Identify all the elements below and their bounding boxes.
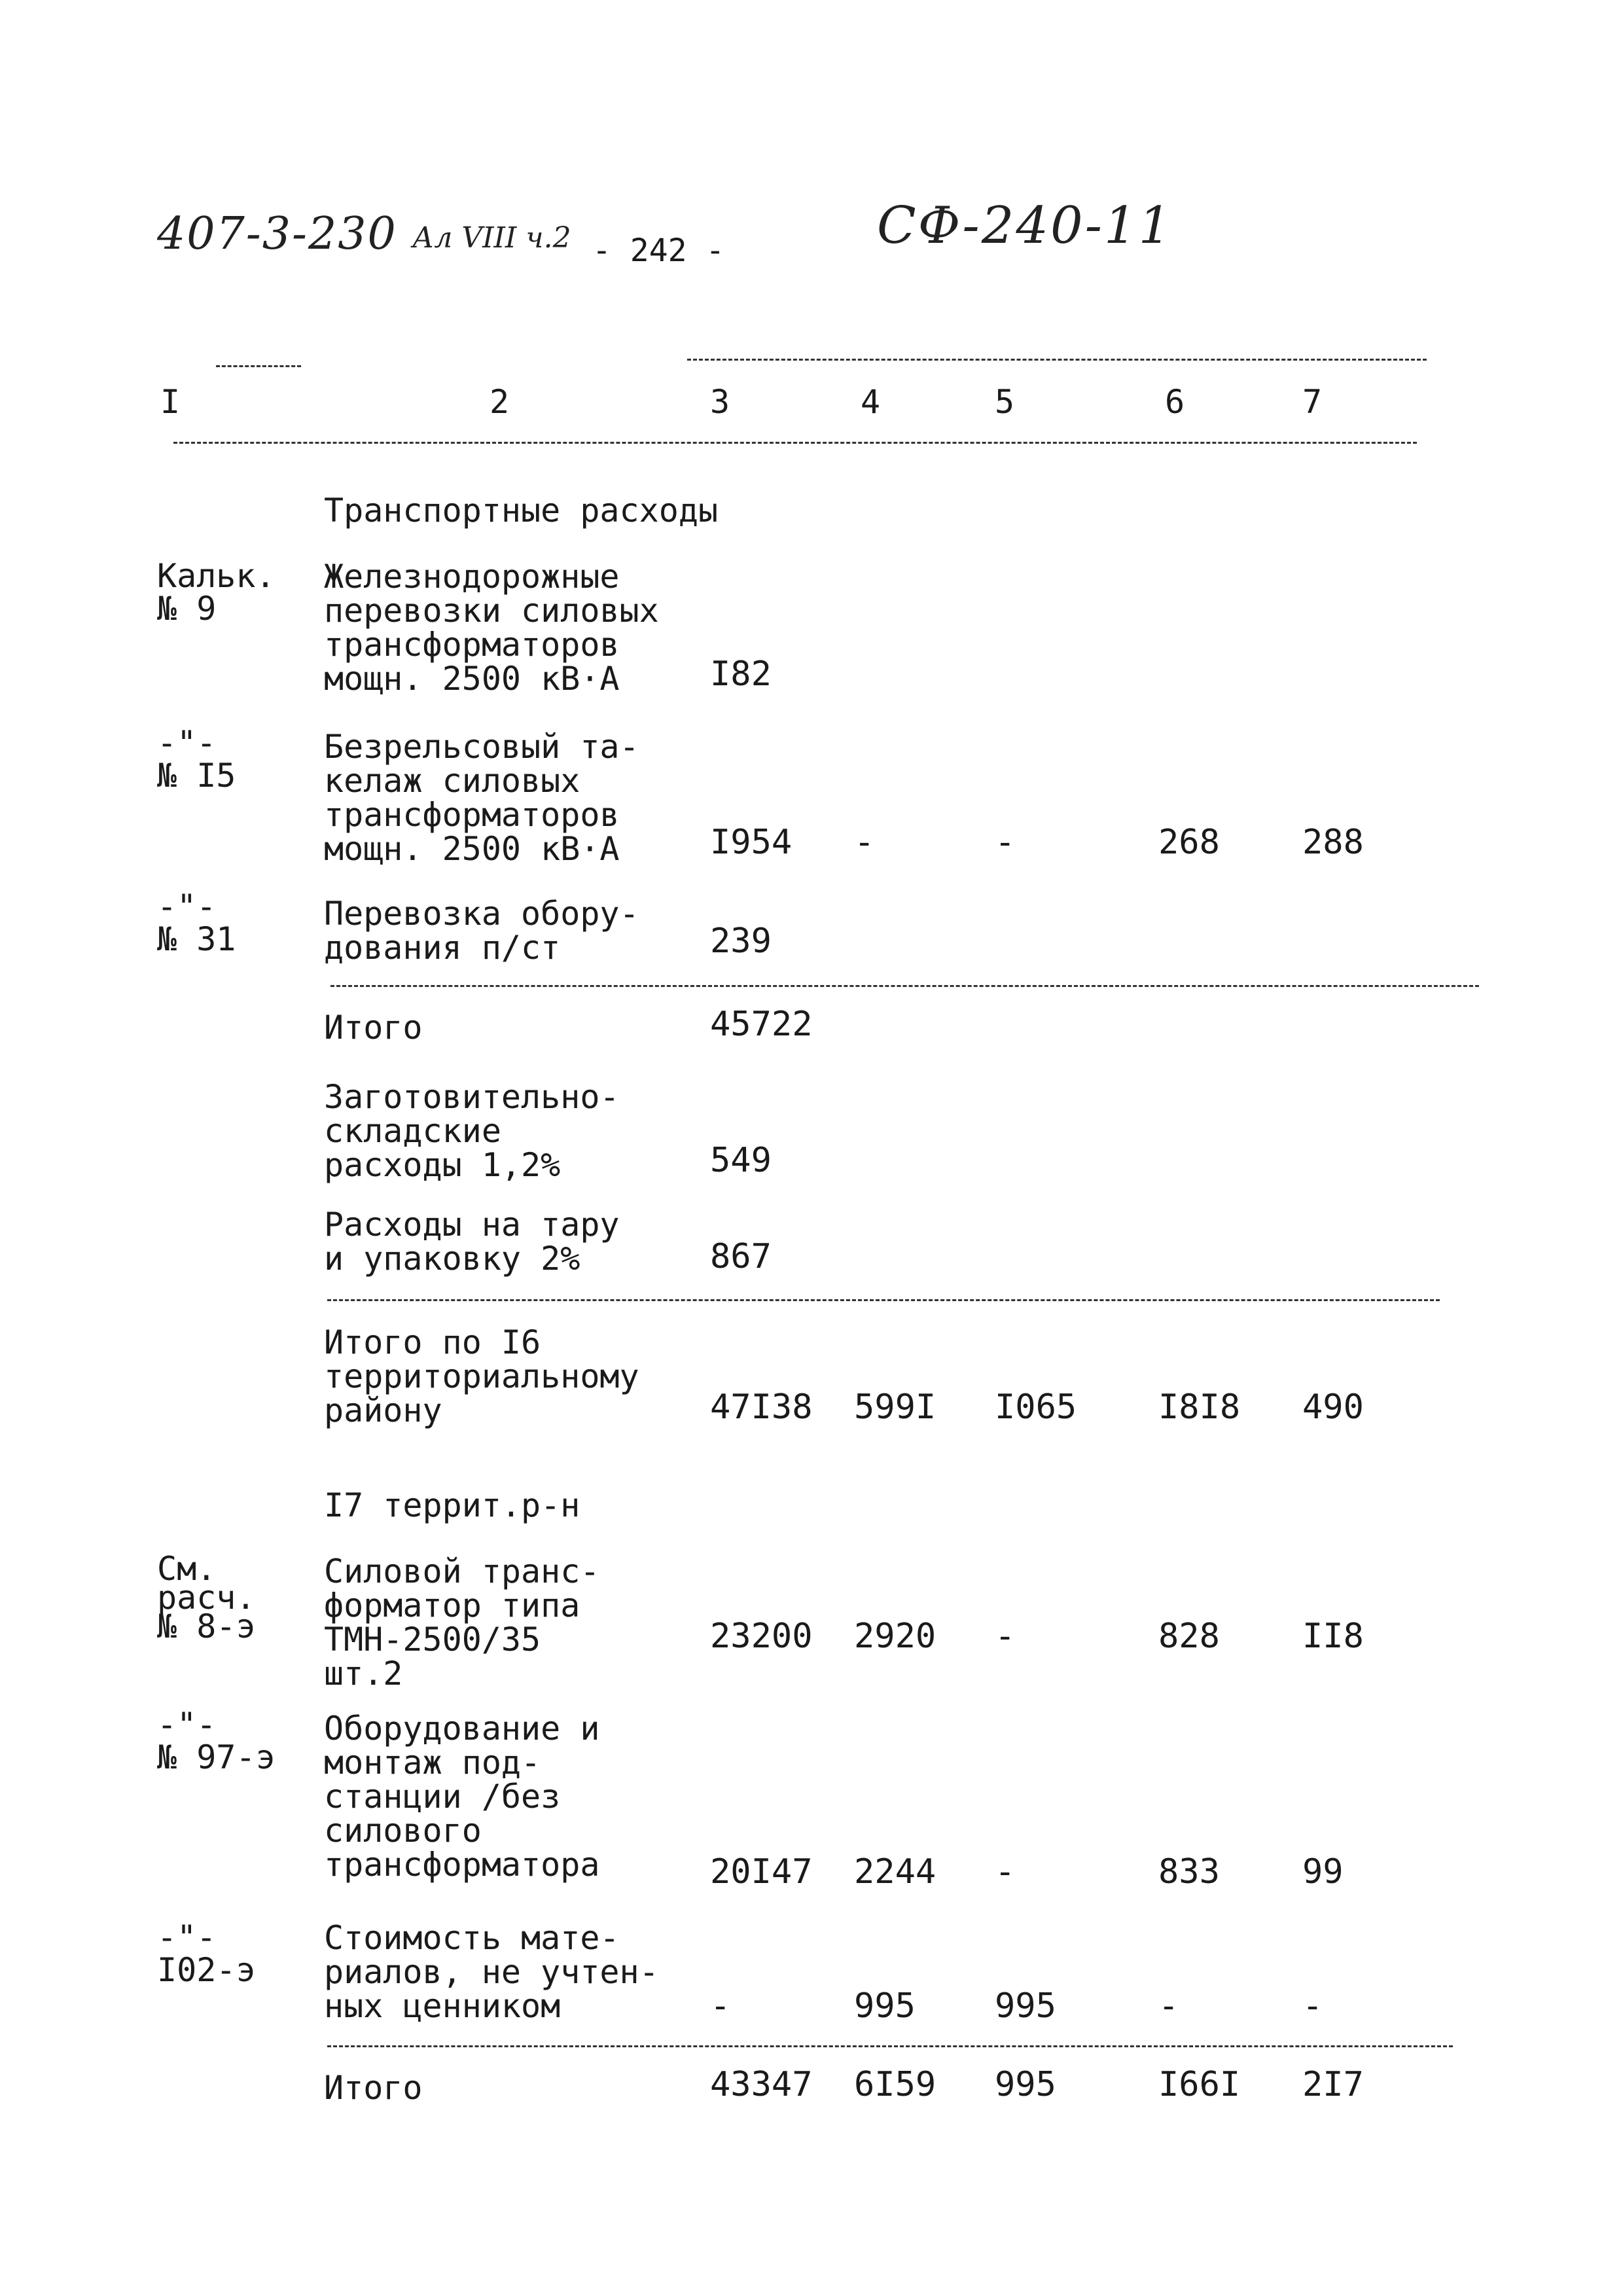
- row-value-3: -: [710, 1986, 731, 2026]
- subtotal-rule: [330, 985, 1479, 987]
- document-code: 407-3-230: [157, 208, 397, 260]
- row-value-3: 47I38: [710, 1388, 813, 1427]
- row-ref: -"- № 31: [157, 888, 236, 958]
- row-ref: -"- № I5: [157, 724, 236, 795]
- sheet-code: СФ-240-11: [877, 196, 1173, 255]
- row-value-4: -: [854, 823, 875, 862]
- row-value-6: 833: [1158, 1852, 1220, 1892]
- row-ref: -"- I02-э: [157, 1918, 256, 1989]
- header-rule-bottom: [173, 442, 1417, 444]
- row-value-6: -: [1158, 1986, 1179, 2026]
- row-value-7: 490: [1302, 1388, 1364, 1427]
- row-description: Оборудование и монтаж под- станции /без силового трансформатора: [324, 1710, 600, 1884]
- section-title: Транспортные расходы: [324, 492, 719, 529]
- row-value-3: 549: [710, 1141, 772, 1180]
- row-value-6: I66I: [1158, 2065, 1241, 2104]
- row-value-7: 2I7: [1302, 2065, 1364, 2104]
- row-ref: Кальк. № 9: [157, 557, 276, 628]
- row-description: Силовой транс- форматор типа ТМН-2500/35 шт.2: [324, 1552, 600, 1693]
- column-header-1: I: [160, 383, 181, 421]
- row-description: Итого: [324, 2069, 423, 2107]
- row-value-3: I954: [710, 823, 793, 862]
- row-description: Стоимость мате- риалов, не учтен- ных ценником: [324, 1919, 659, 2025]
- column-header-4: 4: [861, 383, 881, 421]
- section-title: I7 террит.р-н: [324, 1486, 580, 1524]
- row-value-7: 288: [1302, 823, 1364, 862]
- row-value-5: 995: [995, 1986, 1056, 2026]
- row-value-5: I065: [995, 1388, 1077, 1427]
- column-header-7: 7: [1302, 383, 1323, 421]
- row-value-7: II8: [1302, 1617, 1364, 1656]
- column-header-2: 2: [490, 383, 510, 421]
- column-header-6: 6: [1165, 383, 1185, 421]
- row-description: Итого по I6 территориальному району: [324, 1323, 639, 1429]
- row-value-4: 2244: [854, 1852, 936, 1892]
- row-value-6: 268: [1158, 823, 1220, 862]
- row-description: Заготовительно- складские расходы 1,2%: [324, 1078, 620, 1184]
- row-value-3: I82: [710, 655, 772, 694]
- subtotal-rule: [327, 1299, 1440, 1301]
- total-rule: [327, 2045, 1453, 2047]
- row-value-3: 43347: [710, 2065, 813, 2104]
- row-value-4: 599I: [854, 1388, 936, 1427]
- row-value-3: 20I47: [710, 1852, 813, 1892]
- column-header-5: 5: [995, 383, 1015, 421]
- row-value-3: 867: [710, 1237, 772, 1276]
- header-rule-top: [687, 359, 1427, 361]
- row-value-6: I8I8: [1158, 1388, 1241, 1427]
- row-description: Расходы на тару и упаковку 2%: [324, 1206, 620, 1278]
- row-value-4: 2920: [854, 1617, 936, 1656]
- row-value-7: 99: [1302, 1852, 1344, 1892]
- row-value-5: -: [995, 823, 1016, 862]
- row-description: Итого: [324, 1009, 423, 1047]
- row-description: Безрельсовый та- келаж силовых трансформаторов мощн. 2500 кВ·А: [324, 728, 639, 868]
- row-value-3: 45722: [710, 1005, 813, 1044]
- row-ref: -"- № 97-э: [157, 1706, 276, 1776]
- row-description: Перевозка обору- дования п/ст: [324, 895, 639, 967]
- row-value-5: -: [995, 1617, 1016, 1656]
- row-value-7: -: [1302, 1986, 1323, 2026]
- row-value-3: 23200: [710, 1617, 813, 1656]
- row-value-5: -: [995, 1852, 1016, 1892]
- page-number: - 242 -: [592, 232, 725, 269]
- row-value-3: 239: [710, 922, 772, 961]
- header-rule-top-left: [216, 365, 301, 367]
- row-value-5: 995: [995, 2065, 1056, 2104]
- row-ref: См. расч. № 8-э: [157, 1550, 256, 1645]
- row-description: Железнодорожные перевозки силовых трансформаторов мощн. 2500 кВ·А: [324, 558, 659, 698]
- column-header-3: 3: [710, 383, 730, 421]
- row-value-6: 828: [1158, 1617, 1220, 1656]
- row-value-4: 995: [854, 1986, 916, 2026]
- document-subcode: Ал VIII ч.2: [412, 221, 571, 255]
- row-value-4: 6I59: [854, 2065, 936, 2104]
